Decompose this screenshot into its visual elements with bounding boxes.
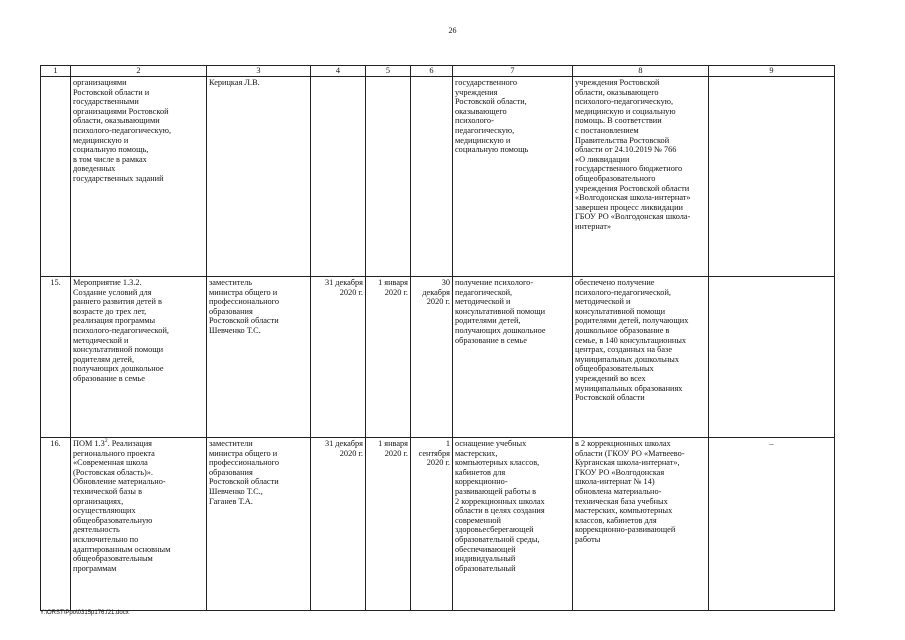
col-header-4: 4 [311, 66, 366, 77]
col-header-7: 7 [453, 66, 573, 77]
responsible-person: заместители министра общего и профессионального образования Ростовской области Шевченко Т.С., Гаганев Т.А. [207, 438, 311, 611]
start-date: 1 января 2020 г. [366, 277, 411, 438]
achieved-result: учреждения Ростовской области, оказывающего психолого-педагогическую, медицинскую и социальную помощь. В соответствии с постановлением Правительства Ростовской области от 24.10.2019 № 766 «О ликвидации государственного бюджетного общеобразовательного учреждения Ростовской области «Волгодонская школа-интернат» завершен процесс ликвидации ГБОУ РО «Волгодонская школа- интернат» [573, 77, 709, 277]
col-header-3: 3 [207, 66, 311, 77]
page-number: 26 [448, 26, 457, 35]
start-date [366, 77, 411, 277]
planned-date [311, 77, 366, 277]
expected-result: государственного учреждения Ростовской области, оказывающего психолого- педагогическую, медицинскую и социальную помощь [453, 77, 573, 277]
row-number: 16. [41, 438, 71, 611]
event-name: организациями Ростовской области и государственными организациями Ростовской области, оказывающими психолого-педагогическую, медицинскую и социальную помощь, в том числе в рамках доведенных государственных заданий [71, 77, 207, 277]
col-header-1: 1 [41, 66, 71, 77]
notes [709, 277, 835, 438]
event-name: Мероприятие 1.3.2. Создание условий для раннего развития детей в возрасте до трех лет, реализация программы психолого-педагогической, методической и консультативной помощи родителям детей, получающих дошкольное образование в семье [71, 277, 207, 438]
col-header-9: 9 [709, 66, 835, 77]
footnote-mark: 2 [104, 438, 108, 445]
table-row [41, 438, 835, 611]
col-header-8: 8 [573, 66, 709, 77]
col-header-5: 5 [366, 66, 411, 77]
table-row [41, 277, 835, 438]
notes: – [709, 438, 835, 611]
start-date: 1 января 2020 г. [366, 438, 411, 611]
end-date: 1 сентября 2020 г. [411, 438, 453, 611]
event-name-prefix: ПОМ 1.3 [73, 439, 105, 448]
col-header-6: 6 [411, 66, 453, 77]
achieved-result: в 2 коррекционных школах области (ГКОУ РО «Матвеево- Курганская школа-интернат», ГКОУ РО «Волгодонская школа-интернат № 14) обновлена материально- техническая база учебных мастерских, компьютерных классов, кабинетов для коррекционно-развивающей работы [573, 438, 709, 611]
planned-date: 31 декабря 2020 г. [311, 277, 366, 438]
responsible-person: Керицкая Л.В. [207, 77, 311, 277]
notes [709, 77, 835, 277]
report-table [40, 65, 835, 611]
table-row [41, 77, 835, 277]
end-date [411, 77, 453, 277]
event-name [71, 438, 207, 611]
expected-result: получение психолого- педагогической, методической и консультативной помощи родителями детей, получающих дошкольное образование в семье [453, 277, 573, 438]
achieved-result: обеспечено получение психолого-педагогической, методической и консультативной помощи родителями детей, получающих дошкольное образование в семье, в 140 консультационных центрах, созданных на базе муниципальных дошкольных общеобразовательных учреждений во всех муниципальных образованиях Ростовской области [573, 277, 709, 438]
file-path-footer: Y:\ORST\Ppo\0315p176.f21.docx [40, 610, 129, 616]
row-number [41, 77, 71, 277]
responsible-person: заместитель министра общего и профессионального образования Ростовской области Шевченко Т.С. [207, 277, 311, 438]
planned-date: 31 декабря 2020 г. [311, 438, 366, 611]
col-header-2: 2 [71, 66, 207, 77]
row-number: 15. [41, 277, 71, 438]
expected-result: оснащение учебных мастерских, компьютерных классов, кабинетов для коррекционно- развивающей работы в 2 коррекционных школах области в целях создания современной здоровьесберегающей образовательной среды, обеспечивающей индивидуальный образовательный [453, 438, 573, 611]
event-name-rest: . Реализация регионального проекта «Современная школа (Ростовская область)». Обновление материально- технической базы в организациях, осуществляющих общеобразовательную деятельность исключительно по адаптированным основным общеобразовательным программам [73, 439, 171, 573]
column-number-row [41, 66, 835, 77]
end-date: 30 декабря 2020 г. [411, 277, 453, 438]
